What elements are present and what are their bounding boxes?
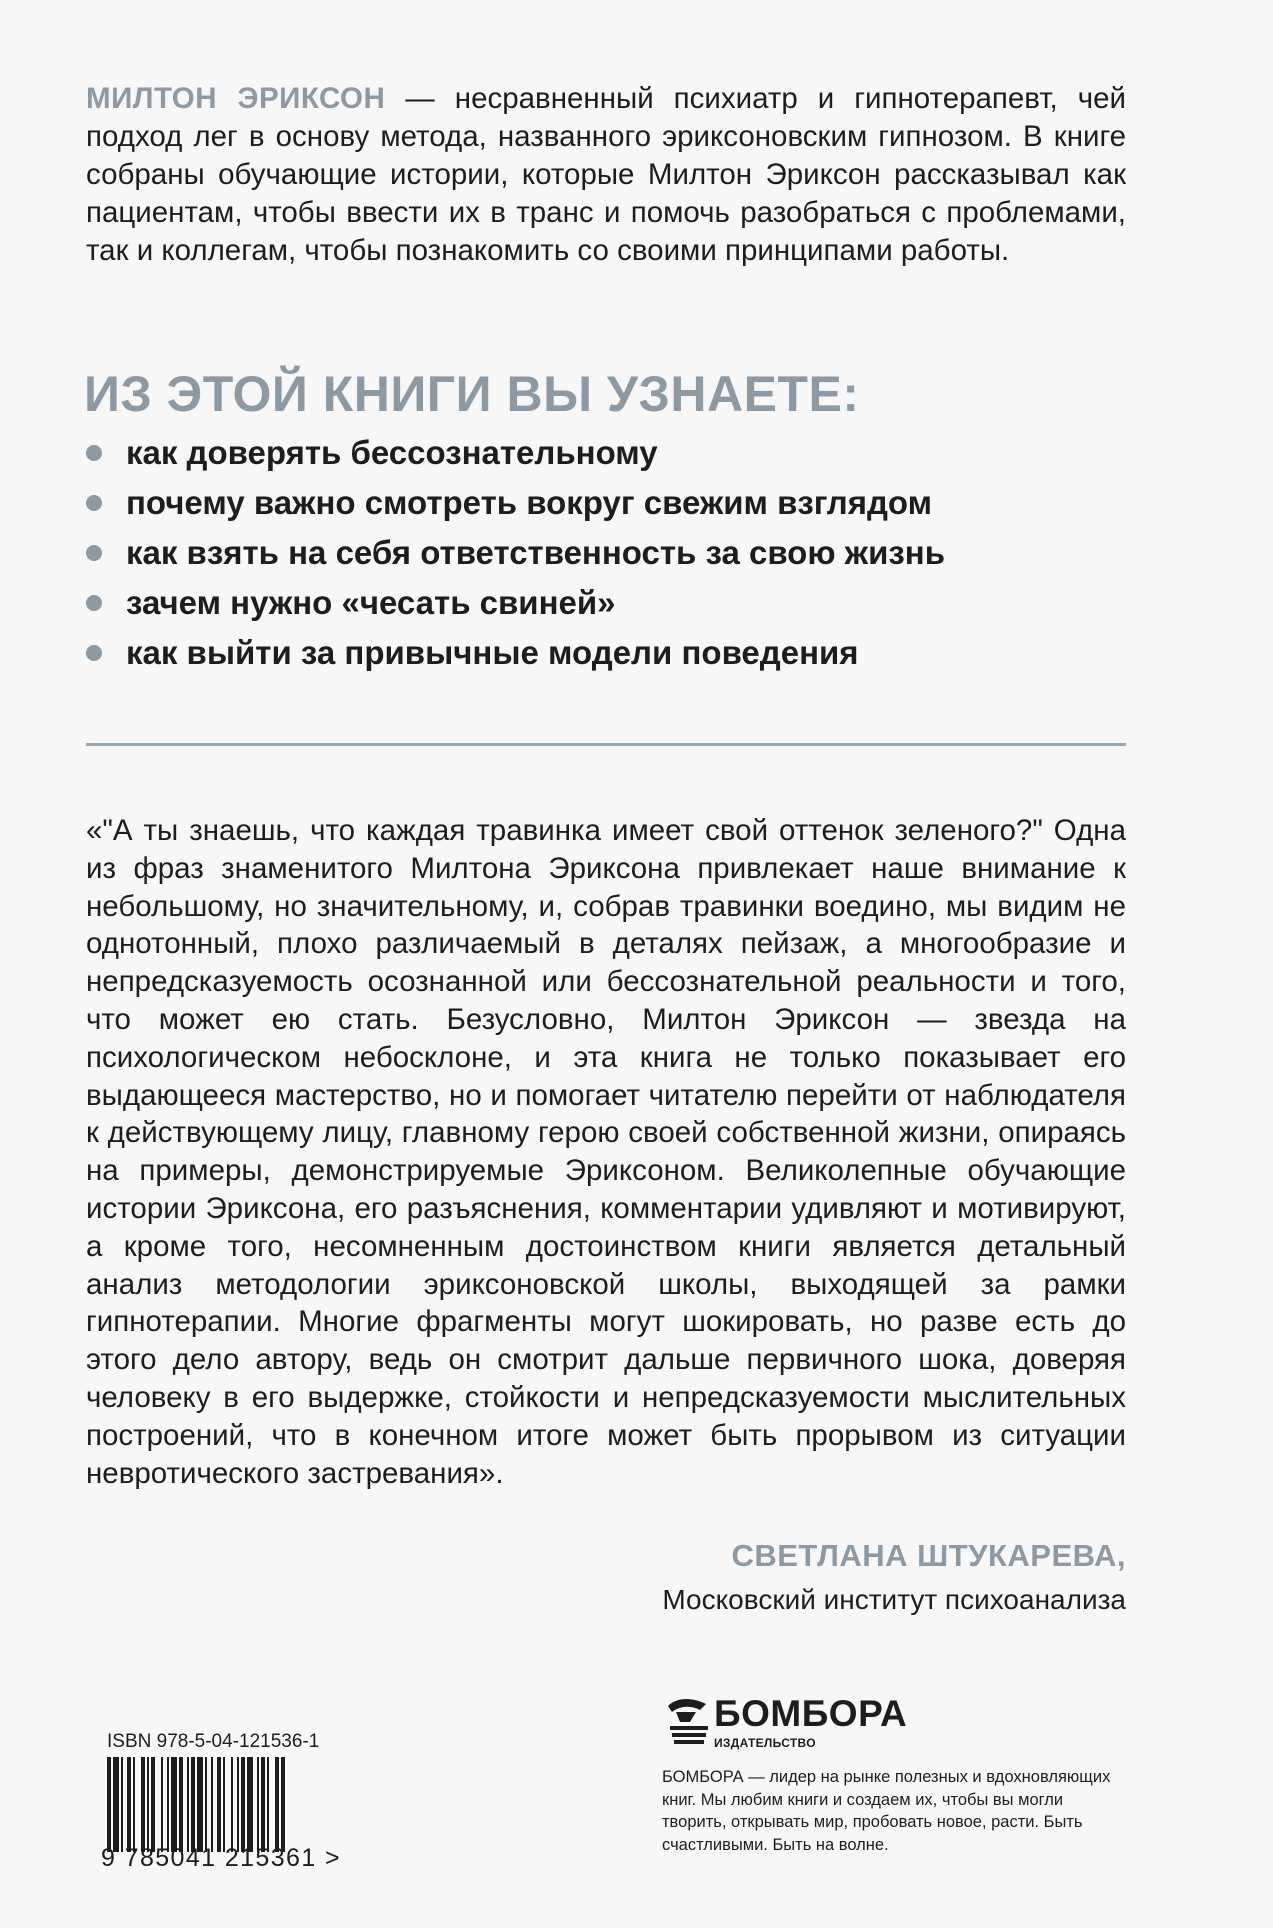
barcode-bar	[267, 1757, 269, 1852]
barcode-bar	[211, 1757, 213, 1852]
barcode-bar	[107, 1757, 111, 1852]
list-item	[86, 628, 1146, 678]
barcode-bar	[141, 1757, 145, 1852]
list-item	[86, 578, 1146, 628]
barcode-bar	[191, 1757, 195, 1852]
barcode-bar	[133, 1757, 135, 1852]
author-name: МИЛТОН ЭРИКСОН	[86, 82, 386, 115]
intro-text: — несравненный психиатр и гипнотерапевт, чей подход лег в основу метода, названного эриксоновским гипнозом. В книге собраны обучающие истории, которые Милтон Эриксон рассказывал как пациентам, чтобы ввести их в транс и помочь разобраться с проблемами, так и коллегам, чтобы познакомить со своими принципами работы.	[86, 82, 1126, 267]
barcode-bar	[237, 1757, 239, 1852]
barcode-bar	[151, 1757, 155, 1852]
list-item-text: почему важно смотреть вокруг свежим взглядом	[126, 484, 933, 521]
learn-heading: ИЗ ЭТОЙ КНИГИ ВЫ УЗНАЕТЕ:	[84, 366, 860, 422]
barcode-bar	[257, 1757, 259, 1852]
reviewer-organization: Московский институт психоанализа	[662, 1584, 1126, 1615]
barcode-bar	[121, 1757, 123, 1852]
barcode-bar	[171, 1757, 177, 1852]
bullet-dot-icon	[86, 445, 102, 461]
bullet-dot-icon	[86, 495, 102, 511]
barcode-bar	[231, 1757, 233, 1852]
learn-list	[86, 428, 1146, 678]
barcode-bar	[281, 1757, 285, 1852]
barcode-bar	[247, 1757, 253, 1852]
list-item	[86, 528, 1146, 578]
barcode-bar	[223, 1757, 225, 1852]
barcode-bar	[205, 1757, 207, 1852]
list-item-text: зачем нужно «чесать свиней»	[126, 584, 616, 621]
barcode-bar	[127, 1757, 131, 1852]
barcode-icon	[107, 1757, 327, 1852]
publisher-description: БОМБОРА — лидер на рынке полезных и вдохновляющих книг. Мы любим книги и создаем их, чтобы вы могли творить, открывать мир, пробовать новое, расти. Быть счастливыми. Быть на волне.	[662, 1768, 1111, 1854]
bullet-dot-icon	[86, 645, 102, 661]
list-item-text: как выйти за привычные модели поведения	[126, 634, 859, 671]
list-item-text: как взять на себя ответственность за свою жизнь	[126, 534, 945, 571]
bombora-logo-icon	[660, 1692, 720, 1752]
publisher-name: БОМБОРА	[714, 1693, 908, 1734]
isbn-label: ISBN 978-5-04-121536-1	[107, 1731, 320, 1752]
bullet-dot-icon	[86, 545, 102, 561]
barcode-bar	[167, 1757, 169, 1852]
barcode-bar	[261, 1757, 265, 1852]
barcode-bar	[147, 1757, 149, 1852]
list-item-text: как доверять бессознательному	[126, 434, 658, 471]
barcode-bar	[241, 1757, 245, 1852]
barcode-digits: 9 785041 215361 >	[101, 1844, 341, 1872]
barcode-bar	[187, 1757, 189, 1852]
barcode-bar	[217, 1757, 221, 1852]
barcode-bar	[179, 1757, 183, 1852]
review-quote: «"А ты знаешь, что каждая травинка имеет свой оттенок зеленого?" Одна из фраз знаменитого Милтона Эриксона привлекает наше внимание к небольшому, но значительному, и, собрав травинки воедино, мы видим не однотонный, плохо различаемый в деталях пейзаж, а многообразие и непредсказуемость осознанной или бессознательной реальности и того, что может ею стать. Безусловно, Милтон Эриксон — звезда на психологическом небосклоне, и эта книга не только показывает его выдающееся мастерство, но и помогает читателю перейти от наблюдателя к действующему лицу, главному герою своей собственной жизни, опираясь на примеры, демонстрируемые Эриксоном. Великолепные обучающие истории Эриксона, его разъяснения, комментарии удивляют и мотивируют, а кроме того, несомненным достоинством книги является детальный анализ методологии эриксоновской школы, выходящей за рамки гипнотерапии. Многие фрагменты могут шокировать, но разве есть до этого дело автору, ведь он смотрит дальше первичного шока, доверяя человеку в его выдержке, стойкости и непредсказуемости мыслительных построений, что в конечном итоге может быть прорывом из ситуации невротического застревания».	[86, 814, 1126, 1490]
barcode-bar	[197, 1757, 203, 1852]
intro-paragraph	[86, 80, 1126, 270]
publisher-subtitle: ИЗДАТЕЛЬСТВО	[714, 1736, 816, 1750]
divider	[86, 743, 1126, 746]
barcode-bar	[113, 1757, 119, 1852]
reviewer-name: СВЕТЛАНА ШТУКАРЕВА,	[731, 1538, 1126, 1573]
barcode-bar	[161, 1757, 163, 1852]
list-item	[86, 478, 1146, 528]
list-item	[86, 428, 1146, 478]
bullet-dot-icon	[86, 595, 102, 611]
barcode-bar	[275, 1757, 279, 1852]
